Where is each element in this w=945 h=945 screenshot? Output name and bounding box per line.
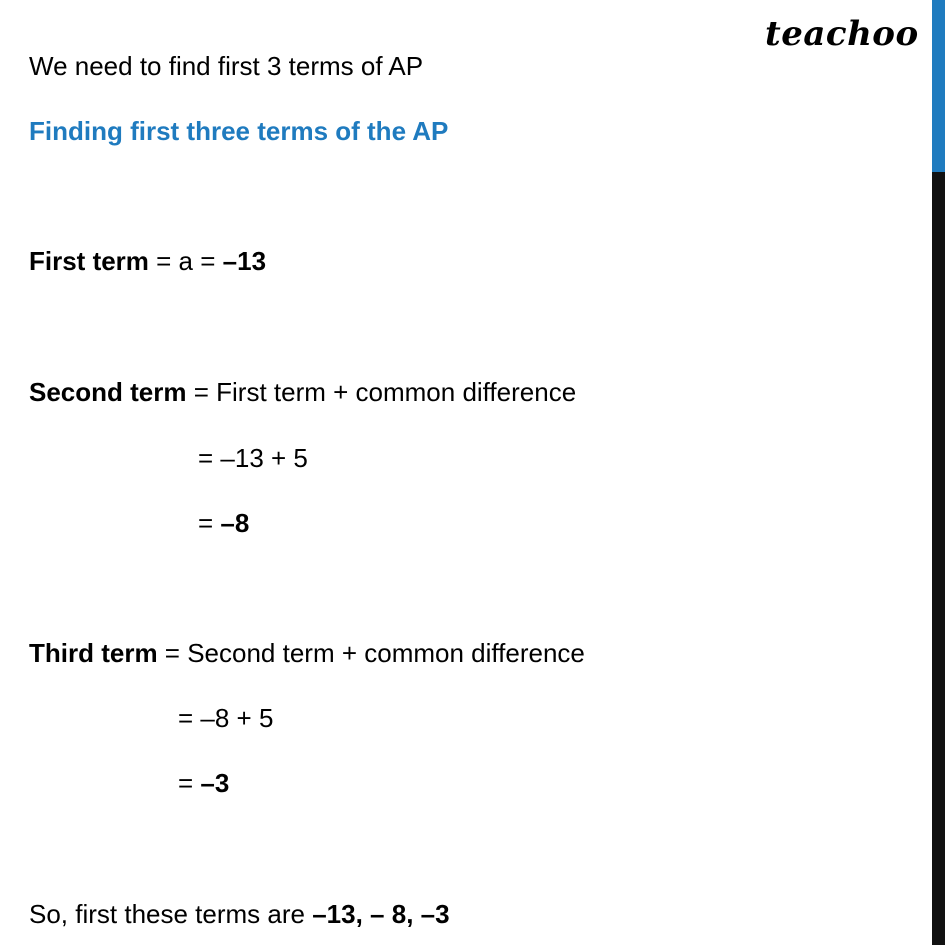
second-term-step: = –13 + 5 — [198, 443, 308, 473]
sidebar-accent-bar — [932, 0, 945, 172]
teachoo-logo: teachoo — [765, 14, 919, 54]
second-term-line — [29, 377, 576, 407]
first-term-label: First term — [29, 246, 149, 276]
first-term-equation: = a = — [148, 246, 223, 276]
first-term-value: –13 — [222, 246, 267, 276]
intro-text: We need to find first 3 terms of AP — [29, 51, 424, 81]
third-term-label: Third term — [29, 638, 158, 668]
third-term-result: –3 — [200, 768, 230, 798]
conclusion-text: So, first these terms are — [29, 899, 313, 929]
third-term-step: = –8 + 5 — [178, 703, 274, 733]
sidebar-dark-bar — [932, 172, 945, 945]
conclusion-line — [29, 899, 450, 929]
second-term-formula: = First term + common difference — [186, 377, 577, 407]
third-term-line — [29, 638, 585, 668]
third-term-formula: = Second term + common difference — [157, 638, 585, 668]
conclusion-values: –13, – 8, –3 — [312, 899, 450, 929]
first-term-line — [29, 246, 266, 276]
second-term-result-line — [198, 508, 249, 538]
second-term-result-prefix: = — [198, 508, 221, 538]
third-term-result-prefix: = — [178, 768, 201, 798]
second-term-label: Second term — [29, 377, 187, 407]
section-heading: Finding first three terms of the AP — [29, 116, 449, 146]
third-term-result-line — [178, 768, 229, 798]
second-term-result: –8 — [220, 508, 250, 538]
